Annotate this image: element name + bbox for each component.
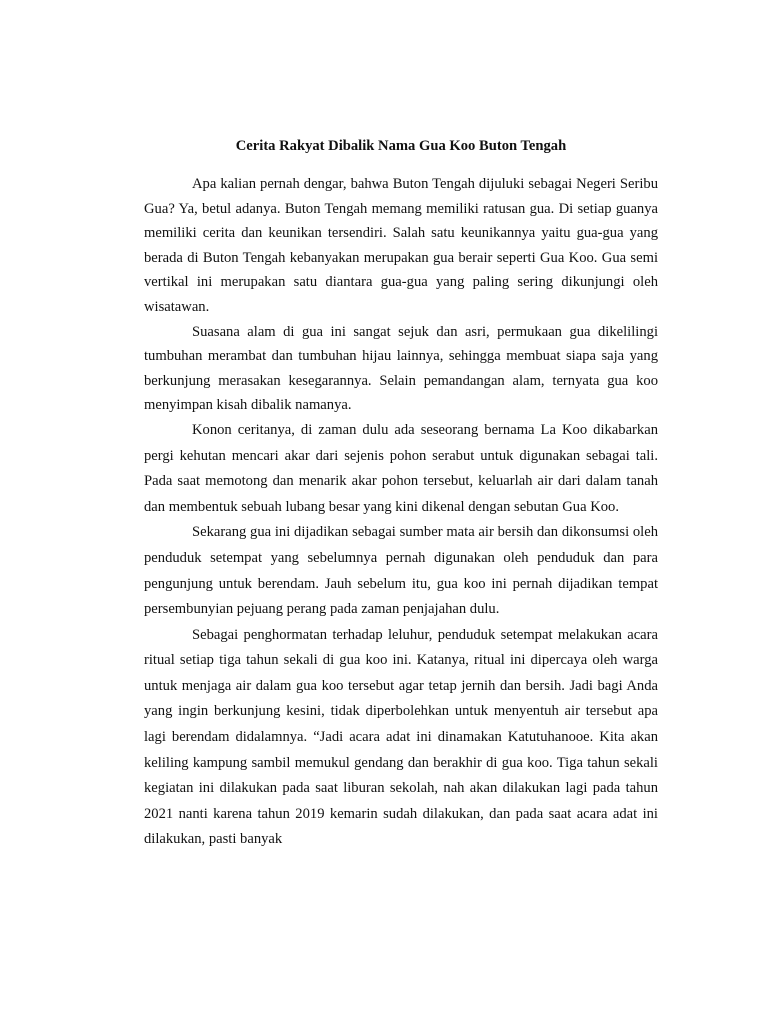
document-body <box>144 136 658 853</box>
paragraph-3: Konon ceritanya, di zaman dulu ada seseorang bernama La Koo dikabarkan pergi kehutan mencari akar dari sejenis pohon serabut untuk digunakan sebagai tali. Pada saat memotong dan menarik akar pohon tersebut, keluarlah air dari dalam tanah dan membentuk sebuah lubang besar yang kini dikenal dengan sebutan Gua Koo. <box>144 421 658 515</box>
document-title: Cerita Rakyat Dibalik Nama Gua Koo Buton Tengah <box>235 138 567 154</box>
paragraph-5: Sebagai penghormatan terhadap leluhur, penduduk setempat melakukan acara ritual setiap tiga tahun sekali di gua koo ini. Katanya, ritual ini dipercaya oleh warga untuk menjaga air dalam gua koo tersebut agar tetap jernih dan bersih. Jadi bagi Anda yang ingin berkunjung kesini, tidak diperbolehkan untuk menyentuh air tersebut apa lagi berendam didalamnya. “Jadi acara adat ini dinamakan Katutuhanooe. Kita akan keliling kampung sambil memukul gendang dan berakhir di gua koo. Tiga tahun sekali kegiatan ini dilakukan pada saat liburan sekolah, nah akan dilakukan lagi pada tahun 2021 nanti karena tahun 2019 kemarin sudah dilakukan, dan pada saat acara adat ini dilakukan, pasti banyak <box>144 626 658 848</box>
paragraph-2: Suasana alam di gua ini sangat sejuk dan asri, permukaan gua dikelilingi tumbuhan merambat dan tumbuhan hijau lainnya, sehingga membuat siapa saja yang berkunjung merasakan kesegarannya. Selain pemandangan alam, ternyata gua koo menyimpan kisah dibalik namanya. <box>144 323 658 414</box>
paragraph-4: Sekarang gua ini dijadikan sebagai sumber mata air bersih dan dikonsumsi oleh penduduk setempat yang sebelumnya pernah digunakan oleh penduduk dan para pengunjung untuk berendam. Jauh sebelum itu, gua koo ini pernah dijadikan tempat persembunyian pejuang perang pada zaman penjajahan dulu. <box>144 524 658 618</box>
paragraph-1: Apa kalian pernah dengar, bahwa Buton Tengah dijuluki sebagai Negeri Seribu Gua? Ya, betul adanya. Buton Tengah memang memiliki ratusan gua. Di setiap guanya memiliki cerita dan keunikan tersendiri. Salah satu keunikannya yaitu gua-gua yang berada di Buton Tengah kebanyakan merupakan gua berair seperti Gua Koo. Gua semi vertikal ini merupakan satu diantara gua-gua yang paling sering dikunjungi oleh wisatawan. <box>144 176 658 315</box>
